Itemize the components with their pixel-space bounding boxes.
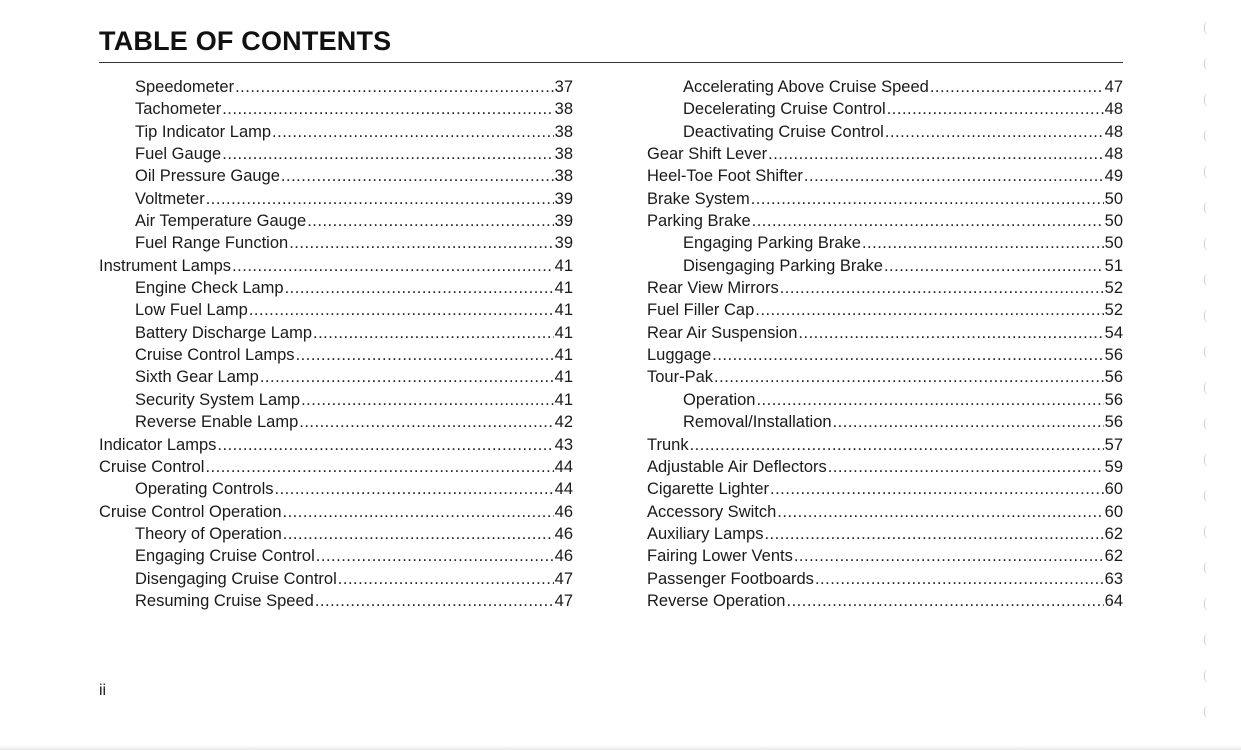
- toc-entry[interactable]: [647, 232, 1123, 254]
- toc-entry[interactable]: [99, 277, 573, 299]
- toc-entry-label: Tip Indicator Lamp: [135, 122, 272, 141]
- toc-entry-page: 44: [554, 480, 573, 499]
- toc-entry-label: Fuel Gauge: [135, 145, 222, 164]
- toc-entry-page: 46: [554, 524, 573, 543]
- page-bottom-shadow: [0, 745, 1241, 750]
- toc-entry-page: 48: [1104, 122, 1123, 141]
- toc-entry-page: 41: [554, 279, 573, 298]
- toc-entry[interactable]: [99, 188, 573, 210]
- toc-entry-label: Removal/Installation: [683, 413, 832, 432]
- toc-entry-label: Cruise Control Lamps: [135, 346, 295, 365]
- dot-leader: [833, 411, 1104, 433]
- dot-leader: [260, 366, 554, 388]
- toc-entry-label: Accelerating Above Cruise Speed: [683, 78, 929, 96]
- toc-entry-page: 37: [554, 78, 573, 96]
- toc-entry-label: Engaging Cruise Control: [135, 547, 315, 566]
- toc-entry-page: 52: [1104, 279, 1123, 298]
- dot-leader: [222, 98, 553, 120]
- toc-entry-page: 52: [1104, 301, 1123, 320]
- toc-entry[interactable]: [99, 232, 573, 254]
- toc-entry-label: Trunk: [647, 435, 689, 454]
- toc-entry-label: Low Fuel Lamp: [135, 301, 248, 320]
- toc-entry-page: 56: [1104, 346, 1123, 365]
- toc-entry-label: Operation: [683, 390, 756, 409]
- toc-entry-page: 51: [1104, 256, 1123, 275]
- edge-mark: [1204, 562, 1208, 574]
- toc-entry[interactable]: [647, 344, 1123, 366]
- toc-entry-page: 48: [1104, 100, 1123, 119]
- toc-entry[interactable]: [99, 255, 573, 277]
- edge-mark: [1204, 202, 1208, 214]
- dot-leader: [768, 143, 1104, 165]
- toc-entry-page: 60: [1104, 502, 1123, 521]
- toc-entry[interactable]: [99, 76, 573, 98]
- toc-entry-page: 64: [1104, 591, 1123, 610]
- toc-entry-page: 42: [554, 413, 573, 432]
- toc-entry-page: 59: [1104, 457, 1123, 476]
- edge-mark: [1204, 130, 1208, 142]
- toc-column-right: [647, 76, 1123, 612]
- title-divider: [99, 62, 1123, 63]
- dot-leader: [887, 98, 1104, 120]
- dot-leader: [232, 255, 554, 277]
- toc-entry-label: Heel-Toe Foot Shifter: [647, 167, 803, 186]
- dot-leader: [307, 210, 553, 232]
- toc-entry-page: 38: [554, 167, 573, 186]
- toc-entry-label: Engine Check Lamp: [135, 279, 284, 298]
- page-edge-marks: [1200, 10, 1214, 730]
- edge-mark: [1204, 22, 1208, 34]
- dot-leader: [712, 344, 1103, 366]
- toc-entry[interactable]: [647, 411, 1123, 433]
- dot-leader: [780, 277, 1104, 299]
- toc-entry[interactable]: [99, 98, 573, 120]
- toc-entry-label: Tachometer: [135, 100, 222, 119]
- toc-entry-page: 60: [1104, 480, 1123, 499]
- dot-leader: [756, 389, 1103, 411]
- edge-mark: [1204, 418, 1208, 430]
- edge-mark: [1204, 634, 1208, 646]
- toc-entry-label: Passenger Footboards: [647, 569, 814, 588]
- toc-entry-label: Battery Discharge Lamp: [135, 323, 312, 342]
- dot-leader: [828, 456, 1104, 478]
- toc-entry-label: Speedometer: [135, 78, 235, 96]
- toc-entry-page: 62: [1104, 524, 1123, 543]
- dot-leader: [283, 501, 554, 523]
- toc-entry-label: Engaging Parking Brake: [683, 234, 861, 253]
- dot-leader: [338, 568, 554, 590]
- edge-mark: [1204, 166, 1208, 178]
- dot-leader: [281, 165, 554, 187]
- edge-mark: [1204, 706, 1208, 718]
- toc-entry-label: Reverse Operation: [647, 591, 786, 610]
- toc-entry-page: 47: [1104, 78, 1123, 96]
- dot-leader: [777, 501, 1103, 523]
- dot-leader: [862, 232, 1104, 254]
- toc-entry-label: Parking Brake: [647, 212, 751, 231]
- dot-leader: [930, 76, 1104, 98]
- dot-leader: [206, 188, 554, 210]
- toc-entry[interactable]: [647, 456, 1123, 478]
- edge-mark: [1204, 238, 1208, 250]
- dot-leader: [764, 523, 1103, 545]
- edge-mark: [1204, 382, 1208, 394]
- toc-entry[interactable]: [647, 121, 1123, 143]
- toc-entry-label: Operating Controls: [135, 480, 274, 499]
- toc-entry-label: Disengaging Parking Brake: [683, 256, 883, 275]
- edge-mark: [1204, 310, 1208, 322]
- dot-leader: [249, 299, 554, 321]
- toc-entry[interactable]: [99, 121, 573, 143]
- toc-entry[interactable]: [647, 322, 1123, 344]
- dot-leader: [815, 568, 1104, 590]
- edge-mark: [1204, 670, 1208, 682]
- edge-mark: [1204, 490, 1208, 502]
- page-number: ii: [99, 682, 107, 699]
- toc-entry[interactable]: [647, 143, 1123, 165]
- toc-entry-page: 62: [1104, 547, 1123, 566]
- toc-entry[interactable]: [99, 165, 573, 187]
- toc-entry-page: 49: [1104, 167, 1123, 186]
- toc-entry-label: Indicator Lamps: [99, 435, 217, 454]
- toc-entry-label: Sixth Gear Lamp: [135, 368, 259, 387]
- dot-leader: [301, 389, 554, 411]
- edge-mark: [1204, 346, 1208, 358]
- toc-entry[interactable]: [647, 389, 1123, 411]
- toc-entry-label: Rear View Mirrors: [647, 279, 779, 298]
- toc-entry[interactable]: [647, 501, 1123, 523]
- toc-entry-page: 41: [554, 301, 573, 320]
- toc-entry-page: 63: [1104, 569, 1123, 588]
- dot-leader: [235, 76, 554, 98]
- toc-entry-page: 46: [554, 502, 573, 521]
- toc-entry-page: 44: [554, 457, 573, 476]
- toc-entry[interactable]: [99, 366, 573, 388]
- toc-entry-label: Oil Pressure Gauge: [135, 167, 280, 186]
- toc-entry-page: 39: [554, 189, 573, 208]
- dot-leader: [299, 411, 553, 433]
- toc-entry[interactable]: [647, 277, 1123, 299]
- toc-entry[interactable]: [647, 523, 1123, 545]
- dot-leader: [205, 456, 553, 478]
- toc-entry[interactable]: [647, 98, 1123, 120]
- toc-entry[interactable]: [647, 545, 1123, 567]
- toc-entry[interactable]: [99, 389, 573, 411]
- toc-entry-page: 47: [554, 569, 573, 588]
- toc-entry[interactable]: [99, 299, 573, 321]
- dot-leader: [752, 210, 1104, 232]
- page-title: TABLE OF CONTENTS: [99, 26, 392, 56]
- toc-entry-page: 41: [554, 323, 573, 342]
- toc-entry[interactable]: [647, 478, 1123, 500]
- toc-entry-page: 46: [554, 547, 573, 566]
- toc-entry-label: Reverse Enable Lamp: [135, 413, 299, 432]
- dot-leader: [714, 366, 1104, 388]
- toc-entry-label: Cruise Control: [99, 457, 205, 476]
- toc-entry-page: 41: [554, 368, 573, 387]
- dot-leader: [222, 143, 553, 165]
- toc-entry-label: Security System Lamp: [135, 390, 301, 409]
- toc-entry-page: 56: [1104, 390, 1123, 409]
- toc-entry-page: 38: [554, 145, 573, 164]
- toc-entry-label: Fuel Filler Cap: [647, 301, 755, 320]
- toc-entry[interactable]: [647, 76, 1123, 98]
- toc-entry-label: Air Temperature Gauge: [135, 212, 307, 231]
- edge-mark: [1204, 274, 1208, 286]
- toc-entry-page: 43: [554, 435, 573, 454]
- dot-leader: [787, 590, 1104, 612]
- toc-entry-label: Brake System: [647, 189, 750, 208]
- toc-entry-label: Tour-Pak: [647, 368, 714, 387]
- toc-entry[interactable]: [647, 366, 1123, 388]
- dot-leader: [289, 232, 553, 254]
- dot-leader: [217, 434, 553, 456]
- edge-mark: [1204, 58, 1208, 70]
- toc-entry[interactable]: [647, 210, 1123, 232]
- dot-leader: [794, 545, 1104, 567]
- toc-entry[interactable]: [99, 478, 573, 500]
- dot-leader: [755, 299, 1103, 321]
- toc-entry-page: 57: [1104, 435, 1123, 454]
- toc-entry[interactable]: [99, 344, 573, 366]
- dot-leader: [275, 478, 554, 500]
- toc-entry-label: Fuel Range Function: [135, 234, 289, 253]
- toc-entry-label: Adjustable Air Deflectors: [647, 457, 827, 476]
- toc-entry-page: 38: [554, 122, 573, 141]
- toc-entry[interactable]: [99, 456, 573, 478]
- toc-entry[interactable]: [99, 434, 573, 456]
- edge-mark: [1204, 526, 1208, 538]
- toc-entry-page: 54: [1104, 323, 1123, 342]
- toc-column-left: [99, 76, 573, 612]
- toc-entry[interactable]: [647, 188, 1123, 210]
- dot-leader: [272, 121, 554, 143]
- toc-entry-page: 50: [1104, 212, 1123, 231]
- toc-entry-label: Resuming Cruise Speed: [135, 591, 314, 610]
- toc-entry[interactable]: [99, 143, 573, 165]
- toc-entry[interactable]: [647, 255, 1123, 277]
- toc-entry-label: Luggage: [647, 346, 712, 365]
- dot-leader: [884, 255, 1104, 277]
- toc-entry[interactable]: [99, 523, 573, 545]
- toc-entry-label: Accessory Switch: [647, 502, 777, 521]
- edge-mark: [1204, 454, 1208, 466]
- toc-entry-page: 38: [554, 100, 573, 119]
- dot-leader: [804, 165, 1104, 187]
- dot-leader: [296, 344, 554, 366]
- dot-leader: [316, 545, 554, 567]
- toc-entry-page: 56: [1104, 368, 1123, 387]
- toc-entry[interactable]: [647, 434, 1123, 456]
- edge-mark: [1204, 598, 1208, 610]
- toc-entry[interactable]: [99, 210, 573, 232]
- toc-entry-page: 50: [1104, 234, 1123, 253]
- toc-entry[interactable]: [647, 568, 1123, 590]
- toc-entry-label: Rear Air Suspension: [647, 323, 798, 342]
- toc-entry-page: 56: [1104, 413, 1123, 432]
- toc-entry-label: Decelerating Cruise Control: [683, 100, 886, 119]
- dot-leader: [283, 523, 554, 545]
- toc-entry[interactable]: [647, 299, 1123, 321]
- toc-entry-label: Deactivating Cruise Control: [683, 122, 884, 141]
- toc-entry[interactable]: [99, 501, 573, 523]
- toc-entry[interactable]: [647, 165, 1123, 187]
- toc-entry-label: Fairing Lower Vents: [647, 547, 793, 566]
- dot-leader: [313, 322, 554, 344]
- toc-entry-label: Auxiliary Lamps: [647, 524, 764, 543]
- dot-leader: [690, 434, 1104, 456]
- toc-entry-label: Theory of Operation: [135, 524, 282, 543]
- dot-leader: [885, 121, 1104, 143]
- toc-entry-page: 39: [554, 212, 573, 231]
- dot-leader: [770, 478, 1104, 500]
- dot-leader: [315, 590, 554, 612]
- toc-entry-label: Cigarette Lighter: [647, 480, 769, 499]
- toc-entry[interactable]: [99, 411, 573, 433]
- toc-entry[interactable]: [99, 322, 573, 344]
- toc-entry-label: Gear Shift Lever: [647, 145, 768, 164]
- toc-entry-label: Cruise Control Operation: [99, 502, 282, 521]
- toc-entry-page: 48: [1104, 145, 1123, 164]
- toc-entry-page: 41: [554, 346, 573, 365]
- toc-entry-page: 47: [554, 591, 573, 610]
- toc-entry-page: 41: [554, 256, 573, 275]
- dot-leader: [798, 322, 1103, 344]
- toc-entry[interactable]: [647, 590, 1123, 612]
- toc-entry-label: Voltmeter: [135, 189, 205, 208]
- dot-leader: [751, 188, 1104, 210]
- toc-entry-label: Disengaging Cruise Control: [135, 569, 337, 588]
- dot-leader: [285, 277, 554, 299]
- toc-entry[interactable]: [99, 545, 573, 567]
- toc-entry[interactable]: [99, 568, 573, 590]
- toc-entry-page: 41: [554, 390, 573, 409]
- toc-entry-page: 50: [1104, 189, 1123, 208]
- toc-entry[interactable]: [99, 590, 573, 612]
- toc-entry-label: Instrument Lamps: [99, 256, 232, 275]
- toc-entry-page: 39: [554, 234, 573, 253]
- edge-mark: [1204, 94, 1208, 106]
